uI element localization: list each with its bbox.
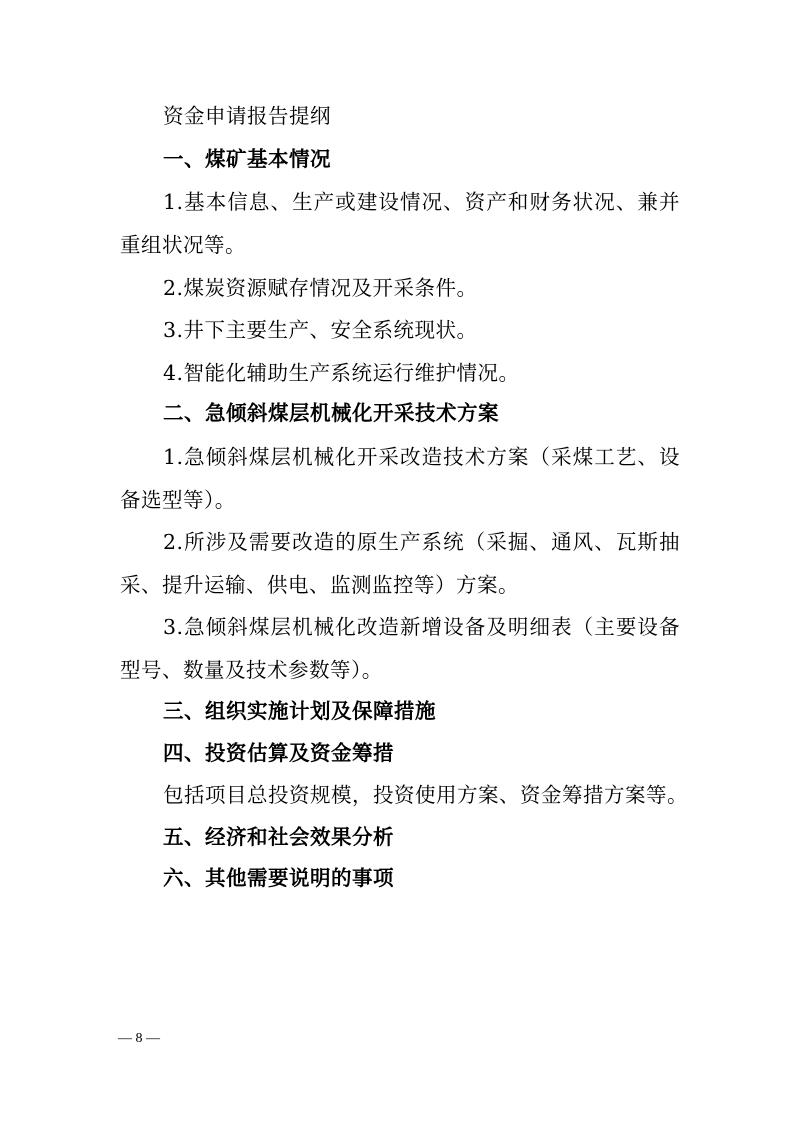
section-2-item-2-line-1: 2.所涉及需要改造的原生产系统（采掘、通风、瓦斯抽 — [163, 530, 680, 554]
section-1-item-1-line-1: 1.基本信息、生产或建设情况、资产和财务状况、兼并 — [163, 190, 680, 214]
section-1-item-2: 2.煤炭资源赋存情况及开采条件。 — [163, 276, 478, 300]
section-1-item-1-line-2: 重组状况等。 — [120, 233, 246, 257]
section-2-item-2-line-2: 采、提升运输、供电、监测监控等）方案。 — [120, 573, 519, 597]
section-6-heading: 六、其他需要说明的事项 — [163, 866, 394, 890]
section-2-item-1-line-1: 1.急倾斜煤层机械化开采改造技术方案（采煤工艺、设 — [163, 445, 680, 469]
section-2-heading: 二、急倾斜煤层机械化开采技术方案 — [163, 401, 499, 425]
section-3-heading: 三、组织实施计划及保障措施 — [163, 699, 436, 723]
page-number: — 8 — — [118, 1031, 160, 1046]
section-1-item-4: 4.智能化辅助生产系统运行维护情况。 — [163, 361, 520, 385]
section-2-item-1-line-2: 备选型等）。 — [120, 488, 236, 512]
document-title: 资金申请报告提纲 — [163, 104, 331, 128]
section-1-item-3: 3.井下主要生产、安全系统现状。 — [163, 318, 478, 342]
section-2-item-3-line-2: 型号、数量及技术参数等）。 — [120, 658, 383, 682]
section-2-item-3-line-1: 3.急倾斜煤层机械化改造新增设备及明细表（主要设备 — [163, 615, 680, 639]
section-4-heading: 四、投资估算及资金筹措 — [163, 741, 394, 765]
section-4-text: 包括项目总投资规模，投资使用方案、资金筹措方案等。 — [163, 783, 688, 807]
section-1-heading: 一、煤矿基本情况 — [163, 147, 331, 171]
section-5-heading: 五、经济和社会效果分析 — [163, 825, 394, 849]
